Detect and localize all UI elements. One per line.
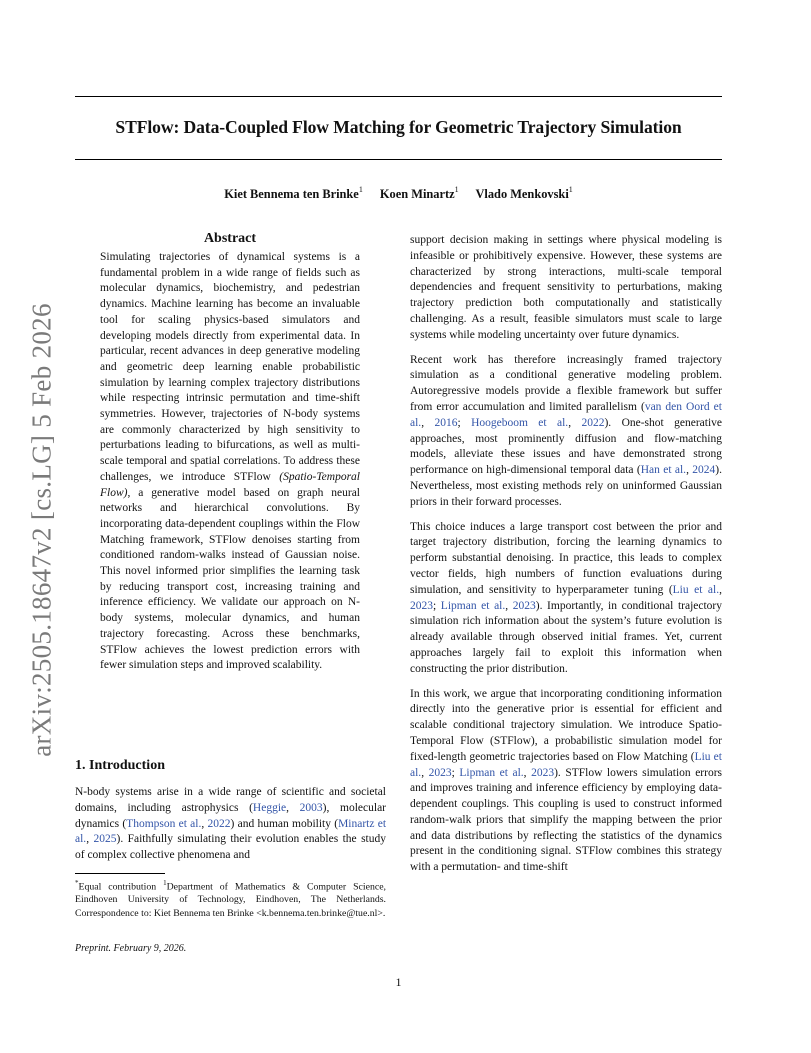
abstract-block [100, 250, 360, 674]
text-run: ), molecular dynamics ( [75, 801, 387, 830]
text-run: , [286, 801, 300, 814]
citation-link[interactable]: Lipman et al. [440, 599, 506, 612]
page-number: 1 [395, 975, 402, 989]
title-bottom-rule [75, 159, 722, 160]
citation-link[interactable]: Lipman et al. [459, 766, 524, 779]
body-paragraph [410, 233, 722, 344]
text-run: support decision making in settings where physical modeling is infeasible or prohibitively expensive. However, these systems are characterized by strong interactions, multi-scale temporal dependencies and frequent sensitivity to perturbations, making trajectory prediction both computationally and statistically challenging. As a result, feasible simulators must scale to large systems while modeling uncertainty over future dynamics. [410, 234, 722, 341]
text-run: ). Importantly, in conditional trajectory simulation rich information about the system’s future evolution is already available through observed initial frames. Yet, current approaches largely fail to exploit this information when constructing the prior distribution. [410, 599, 723, 675]
author-name: Vlado Menkovski [475, 187, 569, 202]
citation-link[interactable]: 2023 [512, 599, 536, 612]
author-affiliation-mark: 1 [454, 185, 459, 194]
text-run: Simulating trajectories of dynamical systems is a fundamental problem in a wide range of fields such as molecular dynamics, biochemistry, and pedestrian dynamics. Machine learning has become an invaluable tool for scaling physics-based simulators and developing models directly from experimental data. In particular, recent advances in deep generative modeling and geometric deep learning enable probabilistic simulation by learning complex trajectory distributions while respecting intrinsic permutation and time-shift symmetries. However, trajectories of N-body systems are commonly characterized by high sensitivity to perturbations leading to bifurcations, as well as multi-scale temporal and spatial correlations. To address these challenges, we introduce STFlow [100, 251, 360, 483]
text-run: ). Nevertheless, most existing methods rely on uninformed Gaussian priors in their forward processes. [410, 464, 723, 508]
author-affiliation-mark: 1 [358, 185, 363, 194]
body-paragraph [410, 520, 722, 678]
abstract-text [100, 250, 360, 674]
section-heading-introduction: 1. Introduction [75, 758, 165, 773]
citation-link[interactable]: 2003 [299, 801, 323, 814]
arxiv-identifier-stamp: arXiv:2505.18647v2 [cs.LG] 5 Feb 2026 [26, 303, 57, 757]
author-affiliation-mark: 1 [568, 185, 573, 194]
text-run: , [421, 766, 429, 779]
citation-link[interactable]: Han et al. [640, 464, 687, 477]
citation-link[interactable]: Minartz et al. [75, 817, 387, 846]
footnote-rule [75, 873, 165, 874]
text-run: ). One-shot generative approaches, most prominently diffusion and flow-matching models, alleviate these issues and have demonstrated strong performance on high-dimensional temporal data ( [410, 416, 723, 477]
body-paragraph [410, 687, 722, 877]
text-run: , [523, 766, 532, 779]
italic-term: (Spatio-Temporal Flow) [100, 470, 360, 499]
citation-link[interactable]: 2023 [410, 599, 433, 612]
citation-link[interactable]: Hoogeboom et al. [471, 416, 569, 429]
text-run: N-body systems arise in a wide range of scientific and societal domains, including astrophysics ( [75, 786, 386, 814]
introduction-paragraph [75, 785, 386, 864]
text-run: , [505, 599, 513, 612]
text-run: ; [433, 599, 441, 612]
citation-link[interactable]: 2022 [207, 817, 231, 830]
text-run: ; [457, 416, 472, 429]
citation-link[interactable]: van den Oord et al. [410, 400, 722, 429]
text-run: ) and human mobility ( [230, 817, 339, 830]
text-run: , [568, 416, 582, 429]
right-column [410, 233, 722, 876]
author-name: Kiet Bennema ten Brinke [224, 187, 359, 202]
text-run: , a generative model based on graph neural networks and hierarchical convolutions. By incorporating data-dependent couplings within the Flow Matching framework, STFlow denoises starting from conditioned random-walks instead of Gaussian noise. This novel informed prior simplifies the learning task by reducing transport cost, increasing training and inference efficiency. We validate our approach on N-body systems, molecular dynamics, and human trajectory forecasting. Across these benchmarks, STFlow achieves the lowest prediction errors with fewer simulation steps and improved scalability. [100, 486, 360, 672]
text-run: Department of Mathematics & Computer Science, Eindhoven University of Technology, Eindhoven, The Netherlands. Correspondence to: Kiet Bennema ten Brinke <k.bennema.ten.brinke@tue.nl>. [75, 881, 386, 919]
text-run: , [719, 583, 722, 596]
author-name: Koen Minartz [379, 187, 455, 202]
abstract-heading: Abstract [203, 231, 257, 246]
citation-link[interactable]: 2023 [428, 766, 452, 779]
text-run: , [86, 833, 94, 846]
citation-link[interactable]: Liu et al. [410, 750, 722, 779]
citation-link[interactable]: Liu et al. [672, 583, 720, 596]
text-run: This choice induces a large transport cost between the prior and target trajectory distribution, forcing the learning dynamics to perform substantial denoising. In practice, this leads to complex vector fields, high numbers of function evaluations during simulation, and sensitivity to hyperparameter tuning ( [410, 520, 722, 596]
citation-link[interactable]: 2024 [692, 464, 716, 477]
text-run: In this work, we argue that incorporating conditioning information directly into the generative prior is essential for efficient and scalable conditional trajectory simulation. We introduce Spatio-Temporal Flow (STFlow), a probabilistic simulation model for fixed-length geometric trajectories based on Flow Matching ( [410, 687, 722, 763]
introduction-left-column [75, 785, 386, 864]
paper-title: STFlow: Data-Coupled Flow Matching for Geometric Trajectory Simulation [115, 117, 682, 137]
text-run: Equal contribution [78, 881, 164, 893]
citation-link[interactable]: 2025 [93, 833, 117, 846]
author-list [75, 186, 722, 202]
footnote-mark: 1 [163, 879, 167, 887]
citation-link[interactable]: 2016 [434, 416, 458, 429]
text-run: ). STFlow lowers simulation errors and improves training and inference efficiency by employing data-dependent couplings. This coupling is used to construct informed random-walk priors that simplify the mapping between the prior and data distributions by reflecting the statistics of the dynamics present in the conditioning signal. STFlow combines this strategy with a permutation- and time-shift [410, 766, 723, 874]
text-run: , [201, 817, 208, 830]
footnote-mark: * [75, 879, 79, 887]
text-run: , [686, 464, 693, 477]
citation-link[interactable]: Heggie [252, 801, 287, 814]
citation-link[interactable]: 2023 [531, 766, 555, 779]
preprint-note: Preprint. February 9, 2026. [75, 943, 187, 954]
citation-link[interactable]: 2022 [581, 416, 605, 429]
body-paragraph [410, 353, 722, 511]
citation-link[interactable]: Thompson et al. [126, 817, 202, 830]
text-run: Recent work has therefore increasingly framed trajectory simulation as a conditional generative modeling problem. Autoregressive models provide a flexible framework but suffer from error accumulation and limited parallelism ( [410, 353, 722, 413]
text-run: ). Faithfully simulating their evolution enables the study of complex collective phenomena and [75, 833, 386, 862]
footnote [75, 877, 386, 920]
text-run: ; [451, 766, 460, 779]
top-rule [75, 96, 722, 97]
text-run: , [421, 416, 435, 429]
